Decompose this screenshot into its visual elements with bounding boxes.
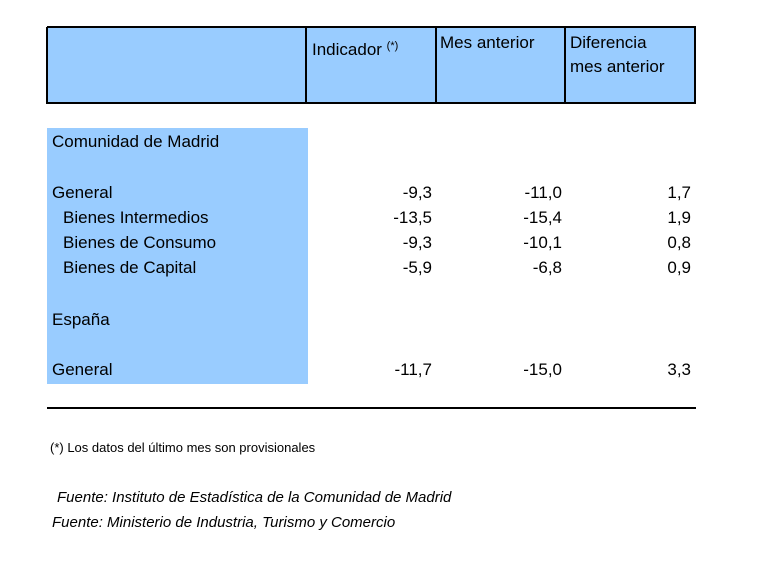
source-line-2: Fuente: Ministerio de Industria, Turismo y Comercio xyxy=(52,514,396,531)
header-divider-1 xyxy=(305,27,307,104)
cell-diferencia: 0,9 xyxy=(667,258,691,277)
header-top-rule xyxy=(47,26,696,28)
cell-diferencia: 1,7 xyxy=(667,183,691,202)
row-label: Bienes Intermedios xyxy=(63,208,209,227)
table-bottom-rule xyxy=(47,407,696,409)
column-header-indicador-mark: (*) xyxy=(386,40,399,52)
cell-mes-anterior: -11,0 xyxy=(524,183,562,202)
column-header-indicador-label: Indicador xyxy=(312,40,382,59)
source-line-1: Fuente: Instituto de Estadística de la Comunidad de Madrid xyxy=(57,489,452,506)
section-title-comunidad-madrid: Comunidad de Madrid xyxy=(52,132,220,151)
cell-indicador: -9,3 xyxy=(402,183,432,202)
section-title-espana: España xyxy=(52,310,110,329)
cell-diferencia: 0,8 xyxy=(667,233,691,252)
cell-indicador: -13,5 xyxy=(393,208,432,227)
cell-mes-anterior: -15,0 xyxy=(523,360,562,379)
header-divider-3 xyxy=(564,27,566,104)
cell-mes-anterior: -15,4 xyxy=(523,208,562,227)
header-bottom-rule xyxy=(47,102,696,104)
header-divider-left-edge xyxy=(46,27,48,104)
column-header-diferencia-line2: mes anterior xyxy=(570,57,665,76)
column-header-diferencia-line1: Diferencia xyxy=(570,33,647,52)
header-divider-2 xyxy=(435,27,437,104)
column-header-mes-anterior: Mes anterior xyxy=(440,33,535,52)
cell-mes-anterior: -6,8 xyxy=(532,258,562,277)
row-label: Bienes de Capital xyxy=(63,258,197,277)
cell-mes-anterior: -10,1 xyxy=(523,233,562,252)
row-label: General xyxy=(52,183,113,202)
column-header-indicador xyxy=(312,34,398,62)
cell-diferencia: 1,9 xyxy=(667,208,691,227)
cell-indicador: -11,7 xyxy=(394,360,432,379)
row-label: Bienes de Consumo xyxy=(63,233,217,252)
cell-indicador: -9,3 xyxy=(402,233,432,252)
cell-indicador: -5,9 xyxy=(402,258,432,277)
cell-diferencia: 3,3 xyxy=(667,360,691,379)
footnote: (*) Los datos del último mes son provisionales xyxy=(50,440,316,455)
row-label: General xyxy=(52,360,113,379)
header-divider-right-edge xyxy=(694,27,696,104)
